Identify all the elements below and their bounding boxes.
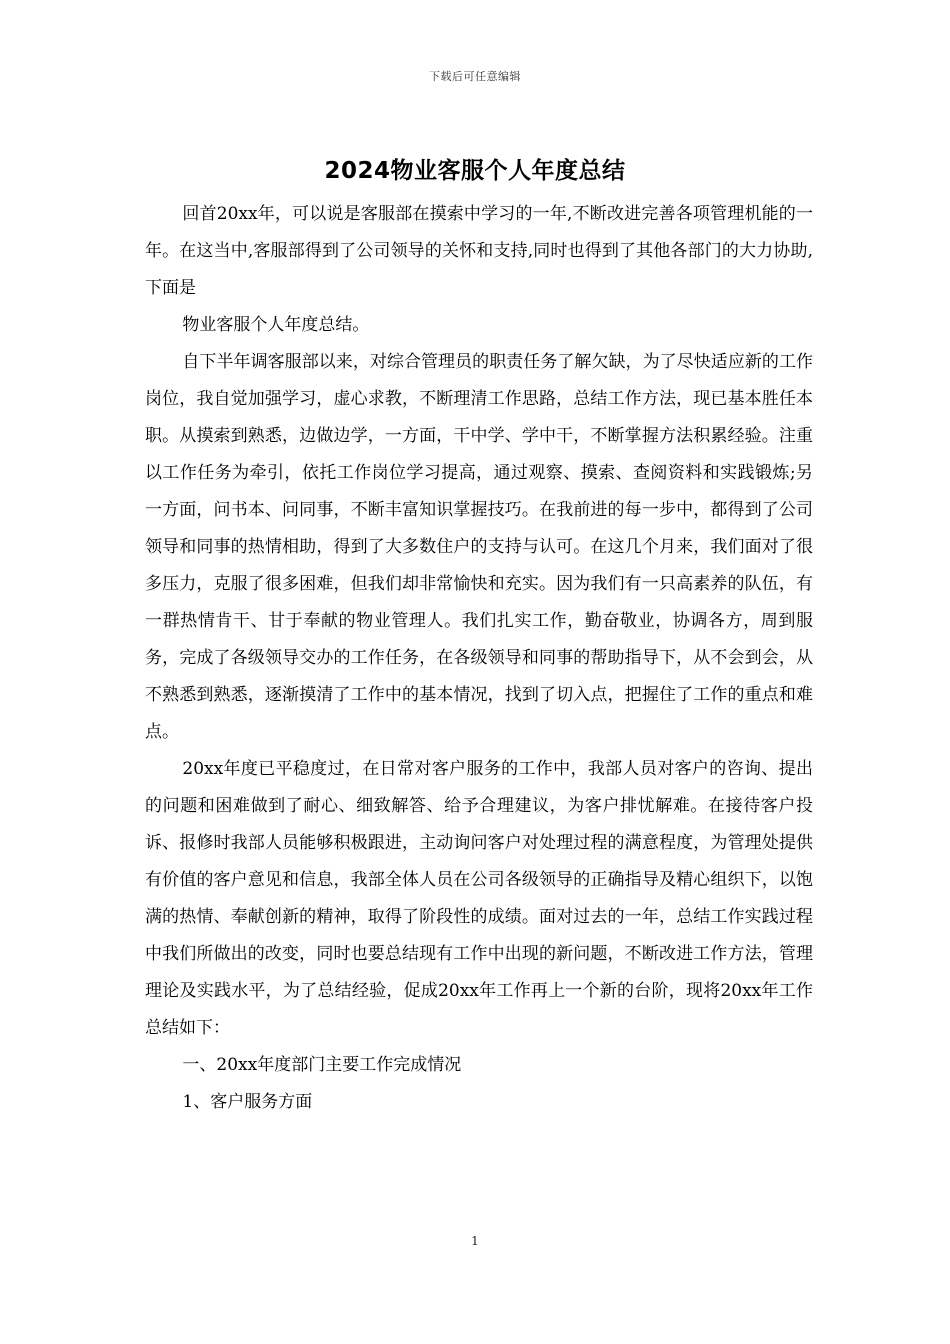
page-number: 1 — [471, 1234, 479, 1248]
document-body — [145, 196, 813, 1121]
subsection-heading: 1、客户服务方面 — [182, 1092, 313, 1112]
paragraph: 回首20xx年，可以说是客服部在摸索中学习的一年,不断改进完善各项管理机能的一年。在这当中,客服部得到了公司领导的关怀和支持,同时也得到了其他各部门的大力协助,下面是 — [145, 204, 813, 298]
paragraph: 自下半年调客服部以来，对综合管理员的职责任务了解欠缺，为了尽快适应新的工作岗位，我自觉加强学习，虚心求教，不断理清工作思路，总结工作方法，现已基本胜任本职。从摸索到熟悉，边做边学，一方面，干中学、学中干，不断掌握方法积累经验。注重以工作任务为牵引，依托工作岗位学习提高，通过观察、摸索、查阅资料和实践锻炼;另一方面，问书本、问同事，不断丰富知识掌握技巧。在我前进的每一步中，都得到了公司领导和同事的热情相助，得到了大多数住户的支持与认可。在这几个月来，我们面对了很多压力，克服了很多困难，但我们却非常愉快和充实。因为我们有一只高素养的队伍，有一群热情肯干、甘于奉献的物业管理人。我们扎实工作，勤奋敬业，协调各方，周到服务，完成了各级领导交办的工作任务，在各级领导和同事的帮助指导下，从不会到会，从不熟悉到熟悉，逐渐摸清了工作中的基本情况，找到了切入点，把握住了工作的重点和难点。 — [145, 352, 813, 742]
document-title: 2024物业客服个人年度总结 — [324, 158, 626, 184]
paragraph: 物业客服个人年度总结。 — [182, 315, 370, 335]
header-note: 下载后可任意编辑 — [429, 70, 521, 83]
section-heading: 一、20xx年度部门主要工作完成情况 — [182, 1055, 462, 1075]
paragraph: 20xx年度已平稳度过，在日常对客户服务的工作中，我部人员对客户的咨询、提出的问题和困难做到了耐心、细致解答、给予合理建议，为客户排忧解难。在接待客户投诉、报修时我部人员能够积极跟进，主动询问客户对处理过程的满意程度，为管理处提供有价值的客户意见和信息，我部全体人员在公司各级领导的正确指导及精心组织下，以饱满的热情、奉献创新的精神，取得了阶段性的成绩。面对过去的一年，总结工作实践过程中我们所做出的改变，同时也要总结现有工作中出现的新问题，不断改进工作方法，管理理论及实践水平，为了总结经验，促成20xx年工作再上一个新的台阶，现将20xx年工作总结如下： — [145, 759, 813, 1038]
